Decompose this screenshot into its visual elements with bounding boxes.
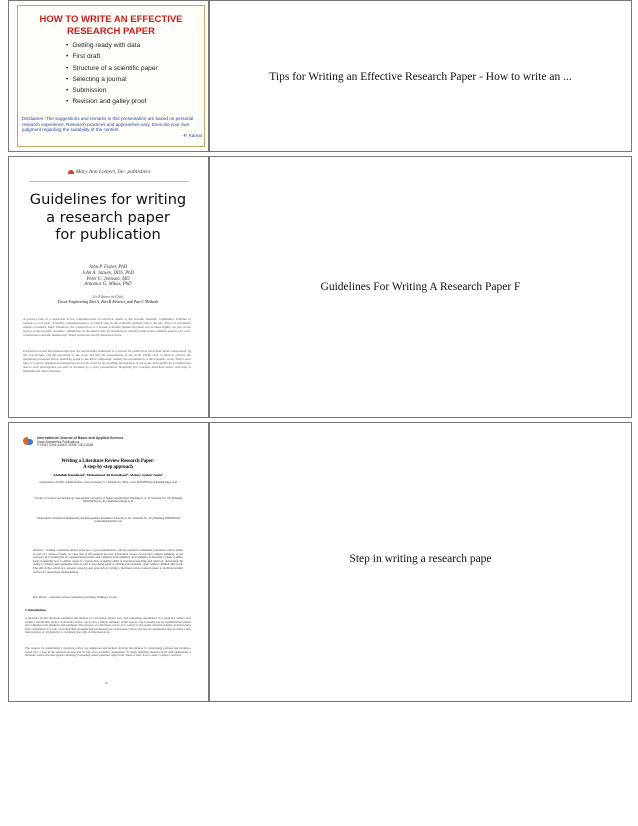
slide-bullet-list <box>66 40 158 108</box>
cover-image <box>15 161 201 407</box>
slide-bullet: • Selecting a journal <box>66 74 158 85</box>
article-keywords: Key Words – Literature review, Literature searching, Writing a review. <box>33 595 118 599</box>
intro-paragraph-2: The reasons for undertaking a literature review are numerous and include eliciting information for developing policies and evidence-based care, a step in the research process and as part of an academic assessment. To many qualified students faced with undertaking a literature review the task appears daunting. Frequently asked questions range from where to start, how to select a subject, and how <box>25 646 191 658</box>
result-1-thumbnail[interactable] <box>8 0 209 152</box>
article-authors: Abdullah Ramdhani¹, Muhammad Ali Ramdhani², Abdusy Syakur Amin³ <box>53 473 163 477</box>
cover-title-line: a research paper <box>46 208 170 226</box>
slide-disclaimer <box>22 116 202 138</box>
result-2-caption-cell[interactable] <box>209 156 632 418</box>
affiliation: ² Faculty of Science and Technology State Islamic University of Sunan Gunung Djati, Bandung Jl. A. H. Nasution No. 105, Bandung INDONESIA m_ali_ramdhani@uinsgd.ac.id <box>33 497 183 504</box>
affiliation: ³ Department of Industrial Engineering and Management, Pasundan University Jl. Dr. Setiabudi No. 193, Bandung INDONESIA syakuramin@gmail.com <box>35 517 181 524</box>
publisher-logo <box>15 169 201 175</box>
journal-publisher: Insan Akademika Publications <box>37 439 80 444</box>
result-3-caption[interactable]: Step in writing a research pape <box>349 553 492 565</box>
author: Antonios G. Mikos, PhD <box>84 282 132 288</box>
cover-authors <box>15 265 201 288</box>
disclaimer-text: Disclaimer: The suggestions and remarks in this presentation are based on personal research experience. Research practices and approaches vary. Exercise your own judgment regarding the suitability of the content. <box>22 116 194 133</box>
page-number: 47 <box>105 681 108 685</box>
cover-title <box>15 191 201 244</box>
author: Peter C. Johnson, MD <box>86 276 130 282</box>
slide-bullet: • Submission <box>66 85 158 96</box>
result-1-caption[interactable]: Tips for Writing an Effective Research Paper - How to write an ... <box>269 71 572 83</box>
result-2-caption[interactable]: Guidelines For Writing A Research Paper F <box>320 281 521 293</box>
results-grid <box>8 0 632 703</box>
editors-line: Tissue Engineering Part A, Part B Reviews, and Part C Methods <box>57 299 159 304</box>
author: John A. Jansen, DDS, PhD <box>81 270 134 276</box>
cover-title-line: for publication <box>55 226 161 244</box>
editors-line: Co-Editors-in-Chief <box>92 295 124 299</box>
slide-image <box>17 5 205 147</box>
publisher-name: Mary Ann Liebert, Inc. publishers <box>75 169 151 175</box>
article-image <box>23 437 193 689</box>
intro-paragraph-1: A literature review discusses published information in a particular subject area, and sometimes information in a particular subject area within a certain time period. A literature review can be just a simple summary of the sources, but it usually has an organizational pattern and combines both summary and synthesis. The purpose of a literature review is to convey to the reader what knowledge and ideas have been established on a topic, and what their strengths and weaknesses are. A literature review also has an organization that provides a new interpretation of old material or combines new with old interpretations. <box>25 616 191 635</box>
bird-icon <box>68 170 74 174</box>
slide-title-line-1: HOW TO WRITE AN EFFECTIVE <box>39 14 183 25</box>
journal-logo-icon <box>23 437 33 445</box>
article-abstract: Abstract – Writing a literature review is the pre- or post-qualification, will be required to undertake a literature review, either as part of a course of study, as a key step of the research process. A literature review can be just a simple summary of the sources, but it usually has an organizational pattern and combines both summary and synthesis. It demands a range of skills, such as learning how to define topics for exploration, acquiring skills of literature searching and retrieval, developing the ability to analyze and synthesize data as well as becoming adept at writing and reporting, often within a limited time scale. The aim of this article is to present a step-by-step approach to writing a literature review research paper to facilitate student and novice researchers understanding. <box>33 548 183 574</box>
result-3-caption-cell[interactable] <box>209 422 632 702</box>
author: John P. Fisher, PhD <box>88 265 128 270</box>
article-title <box>23 459 193 470</box>
result-3-thumbnail[interactable] <box>8 422 209 702</box>
result-1-caption-cell[interactable] <box>209 0 632 152</box>
cover-editors <box>15 295 201 305</box>
journal-name: International Journal of Basic and Applied Science <box>37 436 124 440</box>
result-2-thumbnail[interactable] <box>8 156 209 418</box>
affiliation: ¹ Department of Public Administration, Garut University Jl. Cimanuk No. 285A, Garut INDONESIA abdullah@uniga.ac.id <box>38 481 178 484</box>
disclaimer-signature: -P. Kamat <box>182 132 202 138</box>
slide-title-line-2: RESEARCH PAPER <box>67 26 155 37</box>
slide-bullet: • Getting ready with data <box>66 40 158 51</box>
journal-issn: P-ISSN: 2301-4458 E-ISSN: 2301-8038 <box>37 443 94 448</box>
journal-header <box>37 437 124 448</box>
article-title-line: Writing a Literature Review Research Paper: <box>61 459 155 464</box>
cover-paragraph-1: A primary task of a researcher is the communication of technical results to the broader scientific community. Whether in written or oral form, scientific communication is a critical step in the scientific method and is the key driver of movement within a scientific field. Therefore, the construction of a written scientific manuscript must not be taken lightly. As part of our service to the broader scientific community, we thought it may be beneficial to identify some of the common aspects of a well-constructed scientific manuscript. These points are briefly discussed below. <box>23 317 191 337</box>
slide-bullet: • Structure of a scientific paper <box>66 63 158 74</box>
cover-title-line: Guidelines for writing <box>29 191 187 208</box>
section-heading: 1 Introduction <box>25 608 46 612</box>
divider <box>29 181 189 182</box>
article-title-line: A step-by-step approach <box>83 464 133 470</box>
cover-paragraph-2: It should be noted that manuscripts that are successfully submitted to a journal for publication have three main components: (i) the overall idea, (ii) the execution of the work and (iii) the presentation of the work. While each of these is critical, the guidelines presented below primarily speak to the third component, namely the presentation of the scientific work. Thus a poor idea or a poorly designed investigation can not be saved by an excellent presentation of the work, and equally an excellent idea that is well investigated can still be doomed by a poor presentation. Hopefully the concepts described below will help to minimize the latter situation. <box>23 349 191 373</box>
slide-bullet: • First draft <box>66 51 158 62</box>
slide-bullet: • Revision and galley proof <box>66 96 158 107</box>
